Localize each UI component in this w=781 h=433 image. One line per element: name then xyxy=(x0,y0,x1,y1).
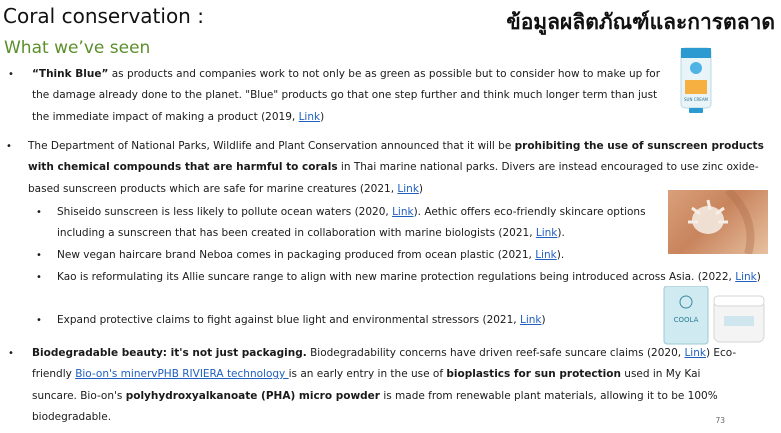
sub-bullet-dot: • xyxy=(36,207,42,218)
blue-light-end: ) xyxy=(541,314,546,326)
sub-bullet-dot: • xyxy=(36,315,42,326)
bullet-think-blue xyxy=(32,64,662,128)
blue-light-link[interactable]: Link xyxy=(519,314,542,326)
kao-link[interactable]: Link xyxy=(735,271,757,283)
bullet-biodegradable xyxy=(32,343,742,428)
svg-text:COOLA: COOLA xyxy=(673,316,699,324)
think-blue-text: as products and companies work to not only be as green as possible but to consider how to make up for the damage already done to the planet. "Blue" products go that one step further and think much longer term than just the immediate impact of making a product (2019, xyxy=(32,68,661,123)
parks-text-1: The Department of National Parks, Wildlife and Plant Conservation announced that it will be xyxy=(28,140,515,152)
slide-title: Coral conservation : xyxy=(3,4,204,28)
sub-bullet-dot: • xyxy=(36,272,42,283)
svg-text:SUN CREAM: SUN CREAM xyxy=(683,97,709,102)
sub-bullet-kao xyxy=(57,267,767,288)
parks-text-2: in Thai marine national parks. Divers are instead encouraged to use zinc oxide-based sunscreen products which are safe for marine creatures (2021, xyxy=(28,161,759,195)
shiseido-end: ). xyxy=(557,227,565,240)
bio-text-5: is made from renewable plant materials, allowing it to be 100% biodegradable. xyxy=(32,389,718,423)
think-blue-end: ) xyxy=(320,110,325,123)
shiseido-text-1: Shiseido sunscreen is less likely to pollute ocean waters (2020, xyxy=(57,206,393,218)
sub-bullet-dot: • xyxy=(36,250,42,261)
bio-bold-2: bioplastics for sun protection xyxy=(446,368,621,381)
shiseido-text-2: ). Aethic offers eco-friendly skincare options including a sunscreen that has been created in collaboration with marine biologists (2021, xyxy=(57,206,646,240)
bullet-dot: • xyxy=(6,141,12,152)
sub-bullet-shiseido xyxy=(57,202,669,245)
sub-bullet-blue-light xyxy=(57,310,657,331)
bullet-dot: • xyxy=(8,348,14,359)
kao-end: ) xyxy=(756,271,761,283)
sunscreen-on-skin-image xyxy=(668,190,768,254)
neboa-end: ). xyxy=(556,249,565,261)
shiseido-link[interactable]: Link xyxy=(392,206,414,218)
bio-on-tech-link[interactable]: Bio-on's minervPHB RIVIERA technology xyxy=(75,368,289,381)
parks-end: ) xyxy=(418,182,424,195)
bio-text-1: Biodegradability concerns have driven reef-safe suncare claims (2020, xyxy=(306,347,685,359)
think-blue-link[interactable]: Link xyxy=(298,110,321,123)
sub-bullet-neboa xyxy=(57,245,657,266)
thai-title: ข้อมูลผลิตภัณฑ์และการตลาด xyxy=(506,10,775,34)
page-number: 73 xyxy=(715,416,725,425)
bio-text-4: used in My Kai suncare. Bio-on's xyxy=(32,368,701,402)
blue-light-text: Expand protective claims to fight against blue light and environmental stressors (2021, xyxy=(57,314,520,326)
bio-link-1[interactable]: Link xyxy=(684,347,706,359)
bio-text-3: is an early entry in the use of xyxy=(288,368,447,381)
bio-bold-1: Biodegradable beauty: it's not just packaging. xyxy=(32,347,307,359)
parks-bold: prohibiting the use of sunscreen products with chemical compounds that are harmful to corals xyxy=(28,140,764,174)
parks-link[interactable]: Link xyxy=(397,182,419,195)
bullet-national-parks xyxy=(28,136,768,200)
bio-text-2: ) Eco-friendly xyxy=(32,347,737,381)
section-subtitle: What we’ve seen xyxy=(4,38,151,58)
coola-product-image xyxy=(662,286,768,346)
bio-bold-3: polyhydroxyalkanoate (PHA) micro powder xyxy=(125,389,380,402)
kao-text: Kao is reformulating its Allie suncare range to align with new marine protection regulations being introduced across Asia. (2022, xyxy=(57,271,736,283)
neboa-link[interactable]: Link xyxy=(535,249,557,261)
bullet-dot: • xyxy=(8,69,14,80)
neboa-text: New vegan haircare brand Neboa comes in packaging produced from ocean plastic (2021, xyxy=(57,249,536,261)
aethic-link[interactable]: Link xyxy=(535,227,558,240)
think-blue-quote: “Think Blue” xyxy=(32,68,109,80)
sunscreen-tube-image xyxy=(677,46,715,114)
